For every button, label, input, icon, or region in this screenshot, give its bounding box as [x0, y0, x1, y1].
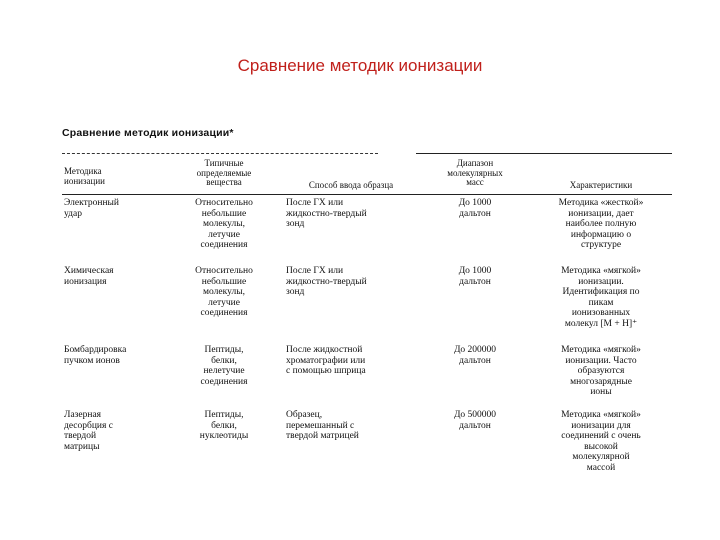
row3-method: Бомбардировка пучком ионов	[64, 345, 127, 366]
row1-characteristics: Методика «жесткой» ионизации, дает наиболее полную информацию о структуре	[558, 198, 644, 251]
row3-characteristics: Методика «мягкой» ионизации. Часто образуются многозарядные ионы	[561, 345, 641, 398]
header-characteristics: Характеристики	[569, 180, 633, 190]
row1-mass-range: До 1000 дальтон	[458, 198, 492, 219]
top-rule-left	[62, 153, 378, 154]
row4-characteristics: Методика «мягкой» ионизации для соединений с очень высокой молекулярной массой	[561, 410, 641, 473]
row3-substances: Пептиды, белки, нелетучие соединения	[200, 345, 248, 387]
row2-mass-range: До 1000 дальтон	[458, 266, 492, 287]
ionization-comparison-table	[60, 125, 672, 485]
row1-sample-intro: После ГХ или жидкостно-твердый зонд	[286, 198, 367, 230]
row4-mass-range: До 500000 дальтон	[453, 410, 497, 431]
row1-substances: Относительно небольшие молекулы, летучие соединения	[195, 198, 253, 251]
top-rule-right	[416, 153, 672, 154]
row2-method: Химическая ионизация	[64, 266, 114, 287]
header-method: Методика ионизации	[64, 166, 105, 186]
header-sample-intro: Способ ввода образца	[308, 180, 394, 190]
row2-sample-intro: После ГХ или жидкостно-твердый зонд	[286, 266, 367, 298]
row1-method: Электронный удар	[64, 198, 119, 219]
header-rule	[62, 194, 672, 195]
row4-method: Лазерная десорбция с твердой матрицы	[64, 410, 113, 452]
row2-substances: Относительно небольшие молекулы, летучие соединения	[195, 266, 253, 319]
row3-sample-intro: После жидкостной хроматографии или с помощью шприца	[286, 345, 366, 377]
row2-characteristics: Методика «мягкой» ионизации. Идентификация по пикам ионизованных молекул [M + H]⁺	[561, 266, 641, 329]
table-caption: Сравнение методик ионизации*	[62, 127, 234, 139]
header-substances: Типичные определяемые вещества	[196, 158, 252, 188]
row4-sample-intro: Образец, перемешанный с твердой матрицей	[286, 410, 359, 442]
row4-substances: Пептиды, белки, нуклеотиды	[199, 410, 249, 442]
slide-title: Сравнение методик ионизации	[237, 56, 483, 75]
row3-mass-range: До 200000 дальтон	[453, 345, 497, 366]
header-mass-range: Диапазон молекулярных масс	[447, 158, 503, 188]
